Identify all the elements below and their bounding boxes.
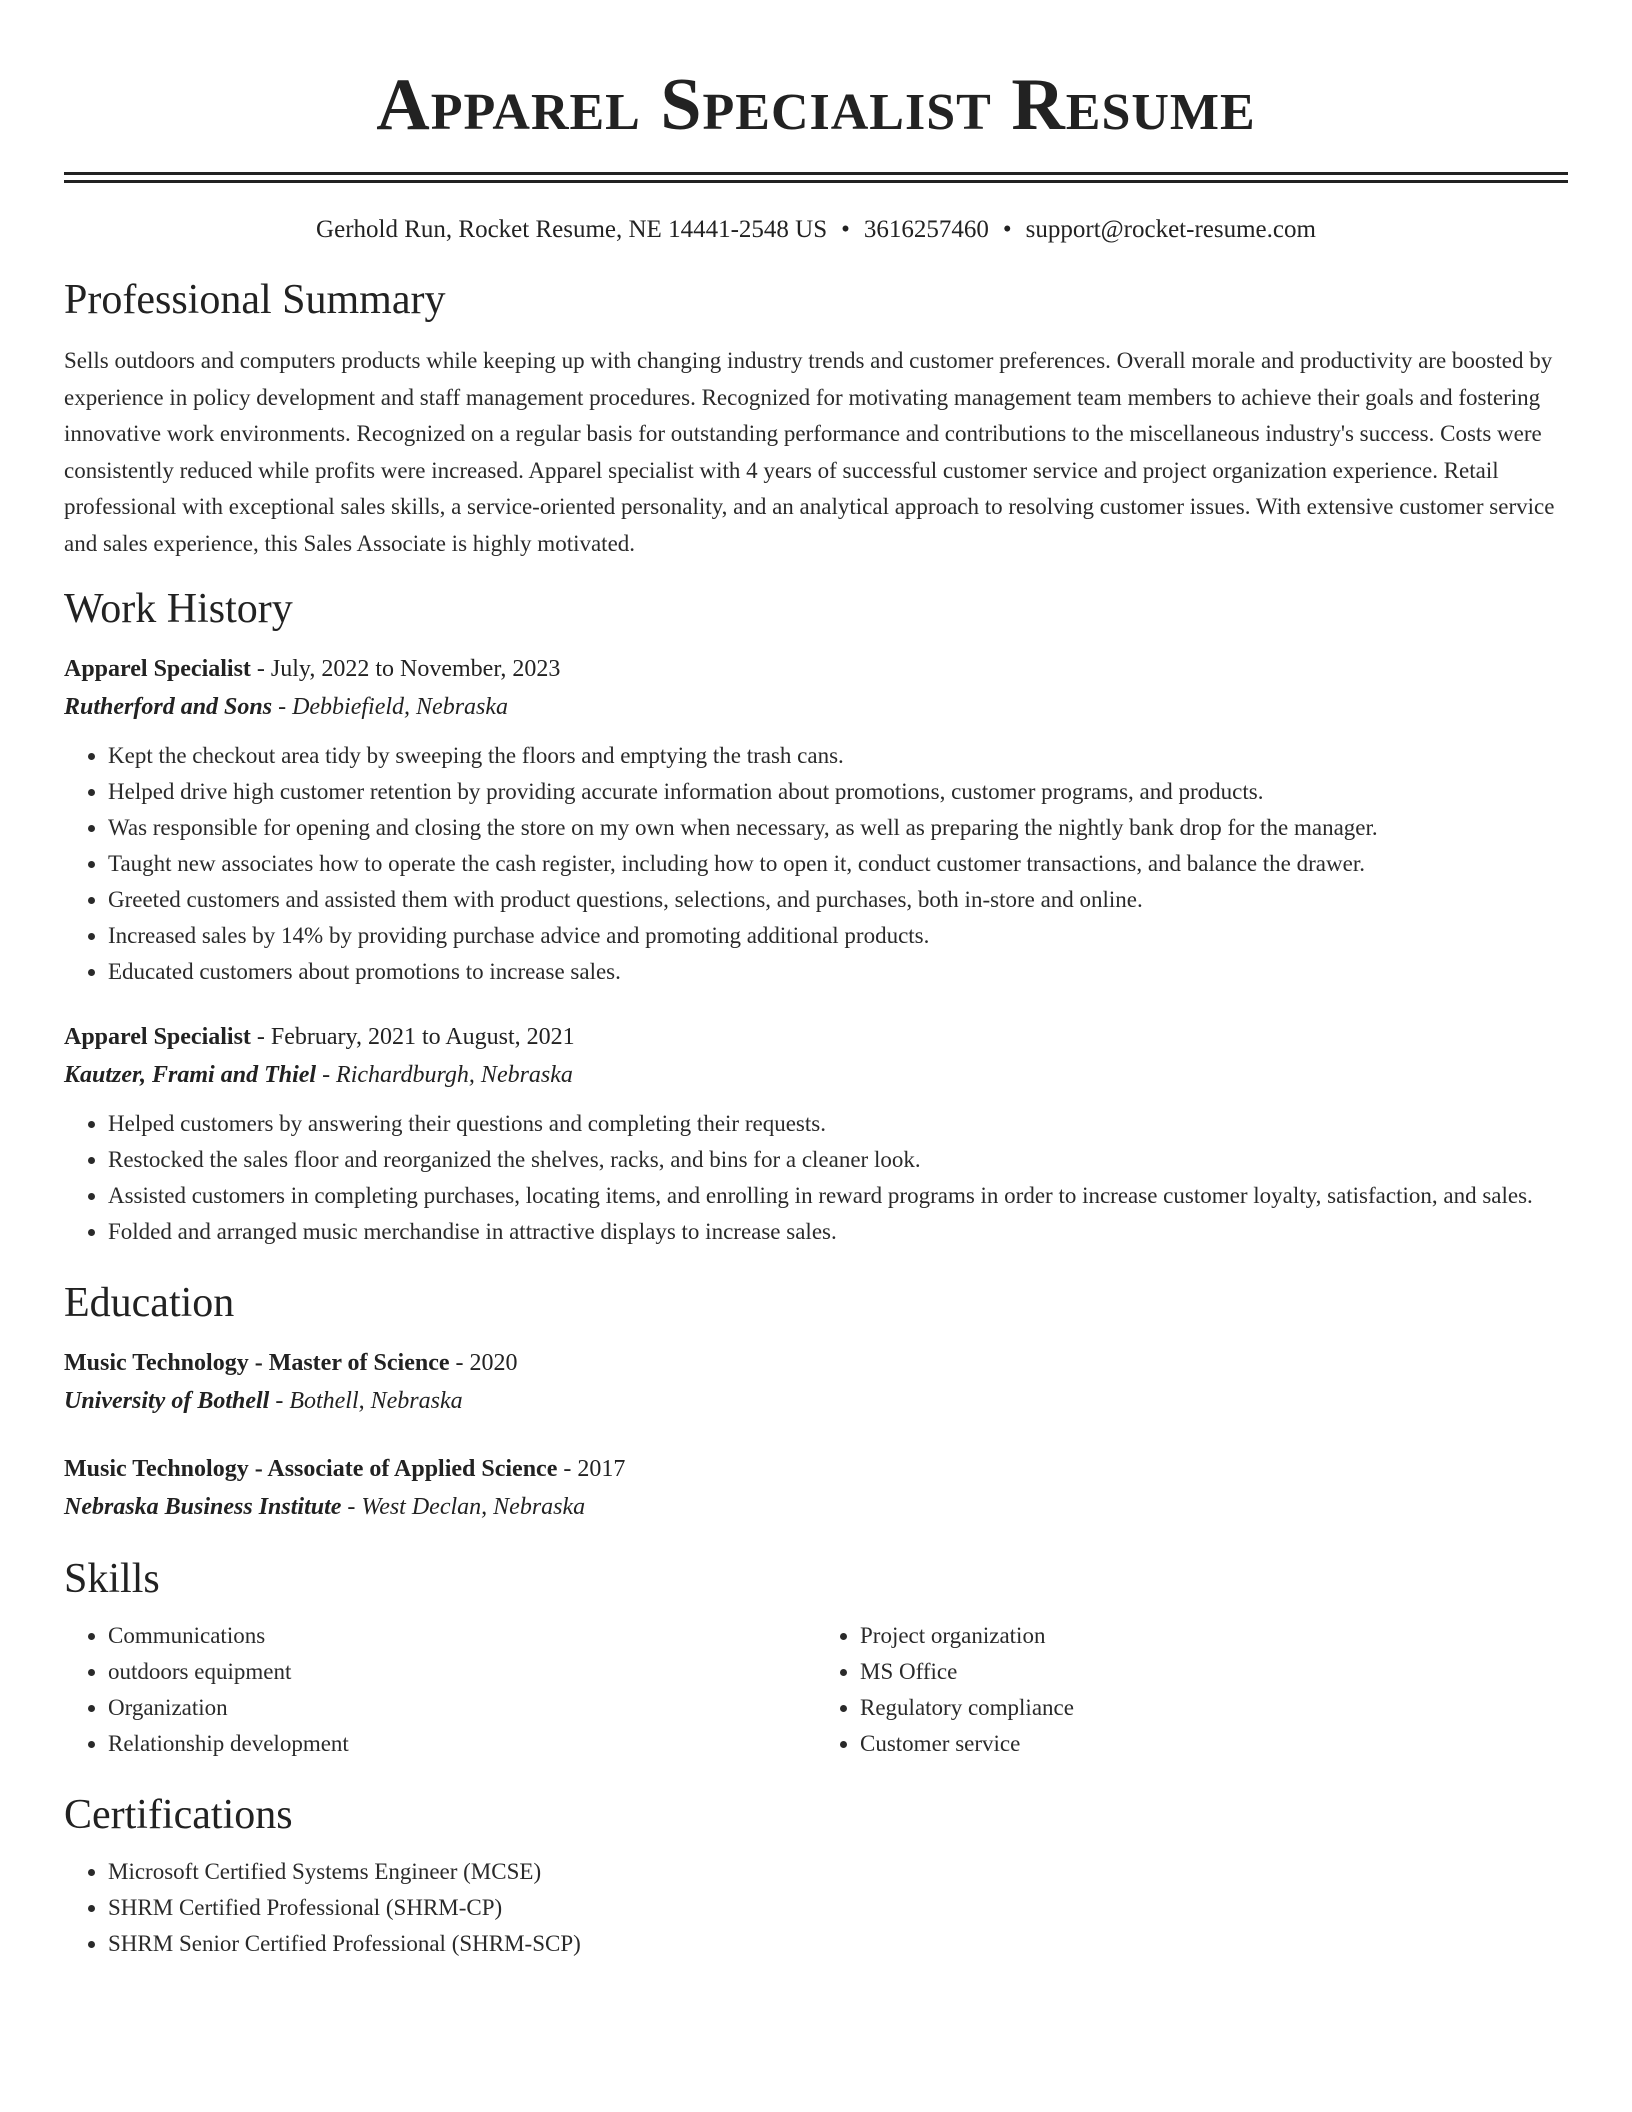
skills-grid [64, 1618, 1568, 1762]
job-bullet: • Was responsible for opening and closing the store on my own when necessary, as well as preparing the nightly bank drop for the manager. [108, 810, 1568, 846]
skill-item: • Relationship development [108, 1726, 816, 1762]
section-title-work-history: Work History [64, 586, 293, 632]
job-title: Apparel Specialist [64, 656, 251, 682]
skills-list-left [64, 1618, 816, 1762]
job-entry [64, 650, 1568, 990]
education-year: - 2020 [449, 1350, 518, 1376]
education-school: University of Bothell [64, 1388, 270, 1414]
certification-item: • SHRM Certified Professional (SHRM-CP) [108, 1890, 1568, 1926]
job-header [64, 1018, 1568, 1056]
education-location: - West Declan, Nebraska [341, 1494, 586, 1520]
job-bullet: • Helped customers by answering their questions and completing their requests. [108, 1106, 1568, 1142]
education-school: Nebraska Business Institute [64, 1494, 342, 1520]
summary-text: Sells outdoors and computers products while keeping up with changing industry trends and customer preferences. Overall morale and productivity are boosted by experience in policy development and staff management procedures. Recognized for motivating management team members to achieve their goals and fostering innovative work environments. Recognized on a regular basis for outstanding performance and contributions to the miscellaneous industry's success. Costs were consistently reduced while profits were increased. Apparel specialist with 4 years of successful customer service and project organization experience. Retail professional with exceptional sales skills, a service-oriented personality, and an analytical approach to resolving customer issues. With extensive customer service and sales experience, this Sales Associate is highly motivated. [64, 348, 1555, 556]
skill-item: • Regulatory compliance [860, 1690, 1568, 1726]
job-company: Rutherford and Sons [64, 694, 273, 720]
job-bullet: • Greeted customers and assisted them with product questions, selections, and purchases, both in-store and online. [108, 882, 1568, 918]
education-header [64, 1450, 1568, 1488]
education-entry [64, 1450, 1568, 1526]
certification-item: • Microsoft Certified Systems Engineer (MCSE) [108, 1854, 1568, 1890]
contact-line [64, 213, 1568, 247]
certification-list [64, 1854, 1568, 1962]
job-bullet: • Taught new associates how to operate the cash register, including how to open it, conduct customer transactions, and balance the drawer. [108, 846, 1568, 882]
section-title-certifications: Certifications [64, 1792, 293, 1838]
job-bullet: • Restocked the sales floor and reorganized the shelves, racks, and bins for a cleaner look. [108, 1142, 1568, 1178]
job-header [64, 650, 1568, 688]
section-title-skills: Skills [64, 1556, 160, 1602]
education-location: - Bothell, Nebraska [269, 1388, 463, 1414]
education-header [64, 1344, 1568, 1382]
job-dates: - July, 2022 to November, 2023 [250, 656, 561, 682]
title-double-rule [64, 172, 1568, 183]
education-entry [64, 1344, 1568, 1420]
section-title-summary: Professional Summary [64, 277, 446, 323]
job-bullet: • Kept the checkout area tidy by sweeping the floors and emptying the trash cans. [108, 738, 1568, 774]
contact-separator: • [1002, 216, 1012, 243]
education-degree: Music Technology - Master of Science [64, 1350, 450, 1376]
contact-phone: 3616257460 [863, 216, 989, 243]
skill-item: • Communications [108, 1618, 816, 1654]
contact-separator: • [841, 216, 850, 243]
education-year: - 2017 [557, 1456, 626, 1482]
contact-address: Gerhold Run, Rocket Resume, NE 14441-2548 US [316, 216, 828, 243]
skill-item: • Project organization [860, 1618, 1568, 1654]
skill-item: • Organization [108, 1690, 816, 1726]
education-school-line [64, 1488, 1568, 1526]
contact-email: support@rocket-resume.com [1025, 216, 1316, 243]
job-bullet: • Helped drive high customer retention by providing accurate information about promotions, customer programs, and products. [108, 774, 1568, 810]
job-entry [64, 1018, 1568, 1250]
section-title-education: Education [64, 1280, 235, 1326]
job-bullet-list [64, 1106, 1568, 1250]
job-bullet-list [64, 738, 1568, 990]
job-bullet: • Increased sales by 14% by providing purchase advice and promoting additional products. [108, 918, 1568, 954]
job-dates: - February, 2021 to August, 2021 [250, 1024, 575, 1050]
skills-list-right [816, 1618, 1568, 1762]
job-company: Kautzer, Frami and Thiel [64, 1062, 317, 1088]
skill-item: • MS Office [860, 1654, 1568, 1690]
skill-item: • Customer service [860, 1726, 1568, 1762]
education-degree: Music Technology - Associate of Applied Science [64, 1456, 558, 1482]
job-bullet: • Folded and arranged music merchandise in attractive displays to increase sales. [108, 1214, 1568, 1250]
job-title: Apparel Specialist [64, 1024, 251, 1050]
education-school-line [64, 1382, 1568, 1420]
resume-title: Apparel Specialist Resume [376, 64, 1256, 146]
job-bullet: • Educated customers about promotions to increase sales. [108, 954, 1568, 990]
job-bullet: • Assisted customers in completing purchases, locating items, and enrolling in reward programs in order to increase customer loyalty, satisfaction, and sales. [108, 1178, 1568, 1214]
job-company-line [64, 1056, 1568, 1094]
job-company-line [64, 688, 1568, 726]
certification-item: • SHRM Senior Certified Professional (SHRM-SCP) [108, 1926, 1568, 1962]
skill-item: • outdoors equipment [108, 1654, 816, 1690]
job-location: - Richardburgh, Nebraska [316, 1062, 573, 1088]
job-location: - Debbiefield, Nebraska [272, 694, 509, 720]
